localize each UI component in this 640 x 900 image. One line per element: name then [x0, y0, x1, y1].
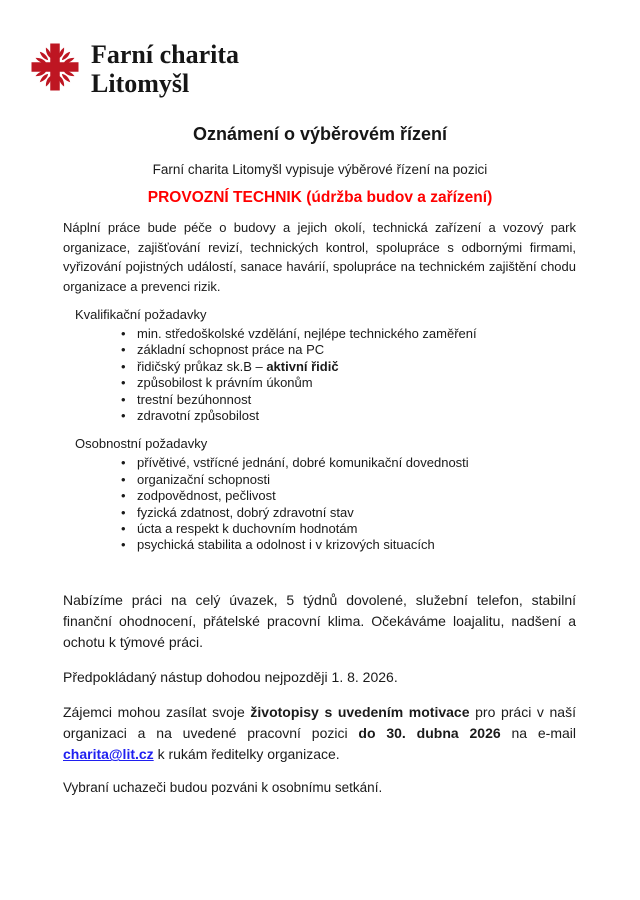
- list-item-bold-text: aktivní řidič: [266, 358, 339, 374]
- closing-line: Vybraní uchazeči budou pozváni k osobnímu setkání.: [63, 779, 383, 795]
- list-item: • psychická stabilita a odolnost i v krizových situacích: [120, 537, 576, 553]
- org-logo: [0, 0, 640, 98]
- list-item: • zdravotní způsobilost: [120, 408, 576, 424]
- org-name: [91, 40, 239, 98]
- list-item: • základní schopnost práce na PC: [120, 342, 576, 358]
- personality-section: [0, 435, 640, 553]
- apply-paragraph: [63, 702, 576, 766]
- personality-heading: Osobnostní požadavky: [75, 436, 208, 452]
- caritas-flame-cross-icon: [30, 42, 80, 92]
- qualification-section: [0, 306, 640, 424]
- list-item-text: řidičský průkaz sk.B –: [137, 358, 267, 374]
- apply-bold-deadline: do 30. dubna 2026: [358, 725, 501, 742]
- qualification-list: [120, 326, 576, 424]
- list-item: • min. středoškolské vzdělání, nejlépe technického zaměření: [120, 326, 576, 342]
- org-name-line1: Farní charita: [91, 40, 240, 69]
- start-date-line: Předpokládaný nástup dohodou nejpozději 1. 8. 2026.: [63, 668, 398, 685]
- email-link[interactable]: charita@lit.cz: [63, 746, 154, 763]
- list-item: • fyzická zdatnost, dobrý zdravotní stav: [120, 505, 576, 521]
- apply-bold-motivation: životopisy s uvedením motivace: [250, 703, 470, 720]
- org-name-line2: Litomyšl: [91, 69, 190, 98]
- offer-paragraph: Nabízíme práci na celý úvazek, 5 týdnů dovolené, služební telefon, stabilní finanční ohodnocení, přátelské pracovní klima. Očekáváme loajalitu, nadšení a ochotu k týmové práci.: [63, 591, 576, 651]
- list-item: [120, 359, 576, 375]
- page-title: Oznámení o výběrovém řízení: [192, 124, 448, 144]
- list-item: • trestní bezúhonnost: [120, 392, 576, 408]
- list-item: • přívětivé, vstřícné jednání, dobré komunikační dovednosti: [120, 455, 576, 471]
- apply-text: Zájemci mohou zasílat svoje: [63, 703, 251, 720]
- position-heading: PROVOZNÍ TECHNIK (údržba budov a zařízení): [147, 189, 493, 206]
- qualification-heading: Kvalifikační požadavky: [75, 307, 207, 322]
- apply-text: k rukám ředitelky organizace.: [153, 746, 340, 763]
- list-item: • zodpovědnost, pečlivost: [120, 488, 576, 504]
- apply-text: pro práci v naší organizaci a na uvedené pracovní pozici: [63, 703, 576, 742]
- list-item: • způsobilost k právním úkonům: [120, 375, 576, 391]
- intro-line: Farní charita Litomyšl vypisuje výběrové řízení na pozici: [152, 162, 488, 177]
- list-item: • úcta a respekt k duchovním hodnotám: [120, 521, 576, 537]
- list-item: • organizační schopnosti: [120, 472, 576, 488]
- personality-list: [120, 455, 576, 553]
- job-summary-paragraph: Náplní práce bude péče o budovy a jejich okolí, technická zařízení a vozový park organizace, zajišťování revizí, technických kontrol, spolupráce s odbornými firmami, vyřizování pojistných událostí, sanace havárií, spolupráce na technickém zajištění chodu organizace a prevenci rizik.: [63, 220, 576, 294]
- apply-text: na e-mail: [500, 725, 577, 742]
